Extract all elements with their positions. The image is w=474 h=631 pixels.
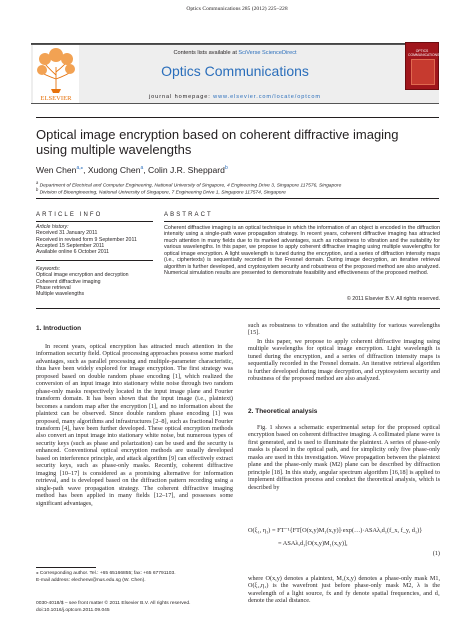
right-column-continuation: such as robustness to vibration and the suitability for various wavelengths [15]. <box>248 322 440 337</box>
journal-reference: Optics Communications 285 (2012) 225–228 <box>186 6 288 12</box>
abstract-text: Coherent diffractive imaging is an optical technique in which the information of an object is encoded in the diffraction intensity using a single-path wave propagation strategy. In recent years, coherent diffractive imaging has attracted much attention in many fields due to its marked advantages, such as robustness to vibration and the suitability for various wavelengths. In this paper, we propose to apply coherent diffractive imaging using multiple wavelengths for optical image encryption. A light wavelength is tuned during the encryption, and a series of diffraction intensity maps (i.e., ciphertexts) is sequentially recorded in the Fresnel domain. During image decryption, an iterative retrieval algorithm is further developed, and cryptosystem security and robustness of the proposed method are also analyzed. Numerical simulation results are presented to demonstrate feasibility and effectiveness of the proposed method. <box>164 225 440 277</box>
cover-title: OPTICS COMMUNICATIONS <box>408 49 440 57</box>
contents-line <box>31 50 439 56</box>
history-label: Article history: <box>36 224 69 230</box>
history-item: Available online 6 October 2011 <box>36 249 110 256</box>
abstract-rule <box>164 221 440 222</box>
author-name[interactable]: Colin J.R. Sheppard <box>148 165 225 175</box>
author-list: Wen Chen$^{a,⁎}$, Xudong Chen$^a$, Colin J.R. Sheppard$^b$ <box>36 165 228 175</box>
equation-1 <box>248 527 440 547</box>
section-heading-theory: 2. Theoretical analysis <box>248 408 318 415</box>
history-item: Received in revised form 9 September 2011 <box>36 236 137 243</box>
keywords-label: Keywords: <box>36 266 61 272</box>
paper-title: Optical image encryption based on coherent diffractive imaging using multiple wavelengths <box>36 127 399 157</box>
keyword: Coherent diffractive imaging <box>36 278 101 285</box>
history-item: Accepted 15 September 2011 <box>36 242 105 249</box>
keywords <box>36 266 156 297</box>
homepage-link[interactable]: www.elsevier.com/locate/optcom <box>213 94 321 100</box>
author-name[interactable]: Xudong Chen <box>87 165 141 175</box>
title-bottom-rule <box>36 198 439 199</box>
right-paragraph-2: where O(x,y) denotes a plaintext, M₁(x,y) denotes a phase-only mask M1, O(ξ₁,η₁) is the wavefront just before phase-only mask M2, λ is the wavelength of a light source, fx and fy denote spatial frequencies, and d₁ denote the axial distance. <box>248 575 440 605</box>
affiliation-sup: a <box>36 180 39 185</box>
elsevier-logo-text: ELSEVIER <box>40 95 72 102</box>
author-sup[interactable]: b <box>224 165 228 172</box>
keyword: Phase retrieval <box>36 284 71 291</box>
affiliation-text: Division of Bioengineering, National University of Singapore, 7 Engineering Drive 1, Singapore 117574, Singapore <box>39 190 286 196</box>
history-item: Received 31 January 2011 <box>36 230 98 237</box>
footnote-corresponding: ⁎ Corresponding author. Tel.: +65 65166855; fax: +65 67791103. <box>36 571 176 576</box>
header-bottom-rule <box>36 117 439 118</box>
article-history <box>36 224 156 255</box>
theory-paragraph: Fig. 1 shows a schematic experimental setup for the proposed optical encryption based on coherent diffractive imaging. A collimated plane wave is first generated, and is used to illuminate the plaintext. A series of phase-only masks is placed in the optical path, and for simplicity only five phase-only masks are used in this investigation. Wave propagation between the plaintext plane and the phase-only mask (M2) plane can be described by diffraction principle [18]. In this study, angular spectrum algorithm [16,18] is applied to implement diffraction process and conduct the theoretical analysis, which is described by <box>248 424 440 491</box>
copyright: © 2011 Elsevier B.V. All rights reserved. <box>346 296 440 302</box>
affiliation-sup: b <box>36 187 39 192</box>
affiliation-b <box>36 187 286 196</box>
journal-homepage-line <box>31 94 439 100</box>
journal-title[interactable]: Optics Communications <box>161 63 309 79</box>
article-info-heading: ARTICLE INFO <box>36 212 103 218</box>
keyword: Multiple wavelengths <box>36 291 85 298</box>
keywords-rule <box>36 260 153 261</box>
intro-paragraph: In recent years, optical encryption has attracted much attention in the information security field. Optical processing approaches possess some marked advantages, such as parallel processing and multiple-parameter characteristic, thus have been widely explored for image encryption. The first strategy was proposed based on double random phase encoding [1], which realized the conversion of an input image into stationary white noise through two random phase-only masks respectively located in the input image plane and Fourier transform domain. It has been shown that the input image (i.e., plaintext) becomes a random map after the encryption [1], and no information about the plaintext can be observed. Since double random phase encoding [1] was proposed, many algorithms and infrastructures [2–8], such as fractional Fourier transform [4], have been further developed. These optical encryption methods also convert an input image into stationary white noise, but numerous types of security keys (such as phase and polarization) can be used and the security is enhanced. Conventional optical encryption methods are usually developed based on interference principle, and attack algorithm [9] can effectively extract security keys, such as phase-only masks. Recently, coherent diffractive imaging [10–17] is considered as a promising alternative for information retrieval, and is developed based on the diffraction pattern recording using a single-path wave propagation strategy. The coherent diffractive imaging method has been applied in many fields [12–17], and possesses some significant advantages, <box>36 343 233 507</box>
affiliation-text: Department of Electrical and Computer Engineering, National University of Singapore, 4 Engineering Drive 3, Singapore 117576, Singapore <box>39 183 342 189</box>
cover-art <box>411 59 435 85</box>
footnote-issn: 0030-4018/$ – see front matter © 2011 Elsevier B.V. All rights reserved. <box>36 601 191 606</box>
equation-number: (1) <box>432 550 440 557</box>
author-sup[interactable]: a <box>140 165 144 172</box>
equation-line-2: = ASAλ,d₁[O(x,y)M₁(x,y)], <box>278 540 348 547</box>
author-sup[interactable]: a,⁎ <box>76 165 84 172</box>
footnote-doi[interactable]: doi:10.1016/j.optcom.2011.09.045 <box>36 608 110 613</box>
footnote-rule <box>36 567 96 568</box>
abstract-bottom-rule <box>36 308 440 309</box>
section-heading-introduction: 1. Introduction <box>36 325 82 332</box>
sciencedirect-link[interactable]: SciVerse ScienceDirect <box>238 50 297 56</box>
contents-prefix: Contents lists available at <box>173 50 239 56</box>
article-info-rule <box>36 221 153 222</box>
homepage-label: journal homepage: <box>149 94 214 100</box>
author-name[interactable]: Wen Chen <box>36 165 77 175</box>
right-paragraph-1: In this paper, we propose to apply coherent diffractive imaging using multiple wavelengths for optical image encryption. Light wavelength is tuned during the encryption, and a series of diffraction intensity maps is sequentially recorded in the Fresnel domain. An iterative retrieval algorithm is further developed during image decryption, and cryptosystem security and robustness of the proposed method are also analyzed. <box>248 338 440 383</box>
footnote-email: E-mail address: elechenw@nus.edu.sg (W. Chen). <box>36 578 146 583</box>
keyword: Optical image encryption and decryption <box>36 272 129 279</box>
abstract-heading: ABSTRACT <box>164 212 213 218</box>
equation-line-1: O(ξ₁, η₁) = FT⁻¹{FT[O(x,y)M₁(x,y)]·exp(…)·ASAλ,d₁(f_x, f_y, d₁)} <box>248 527 423 534</box>
journal-cover-thumbnail <box>405 42 439 90</box>
